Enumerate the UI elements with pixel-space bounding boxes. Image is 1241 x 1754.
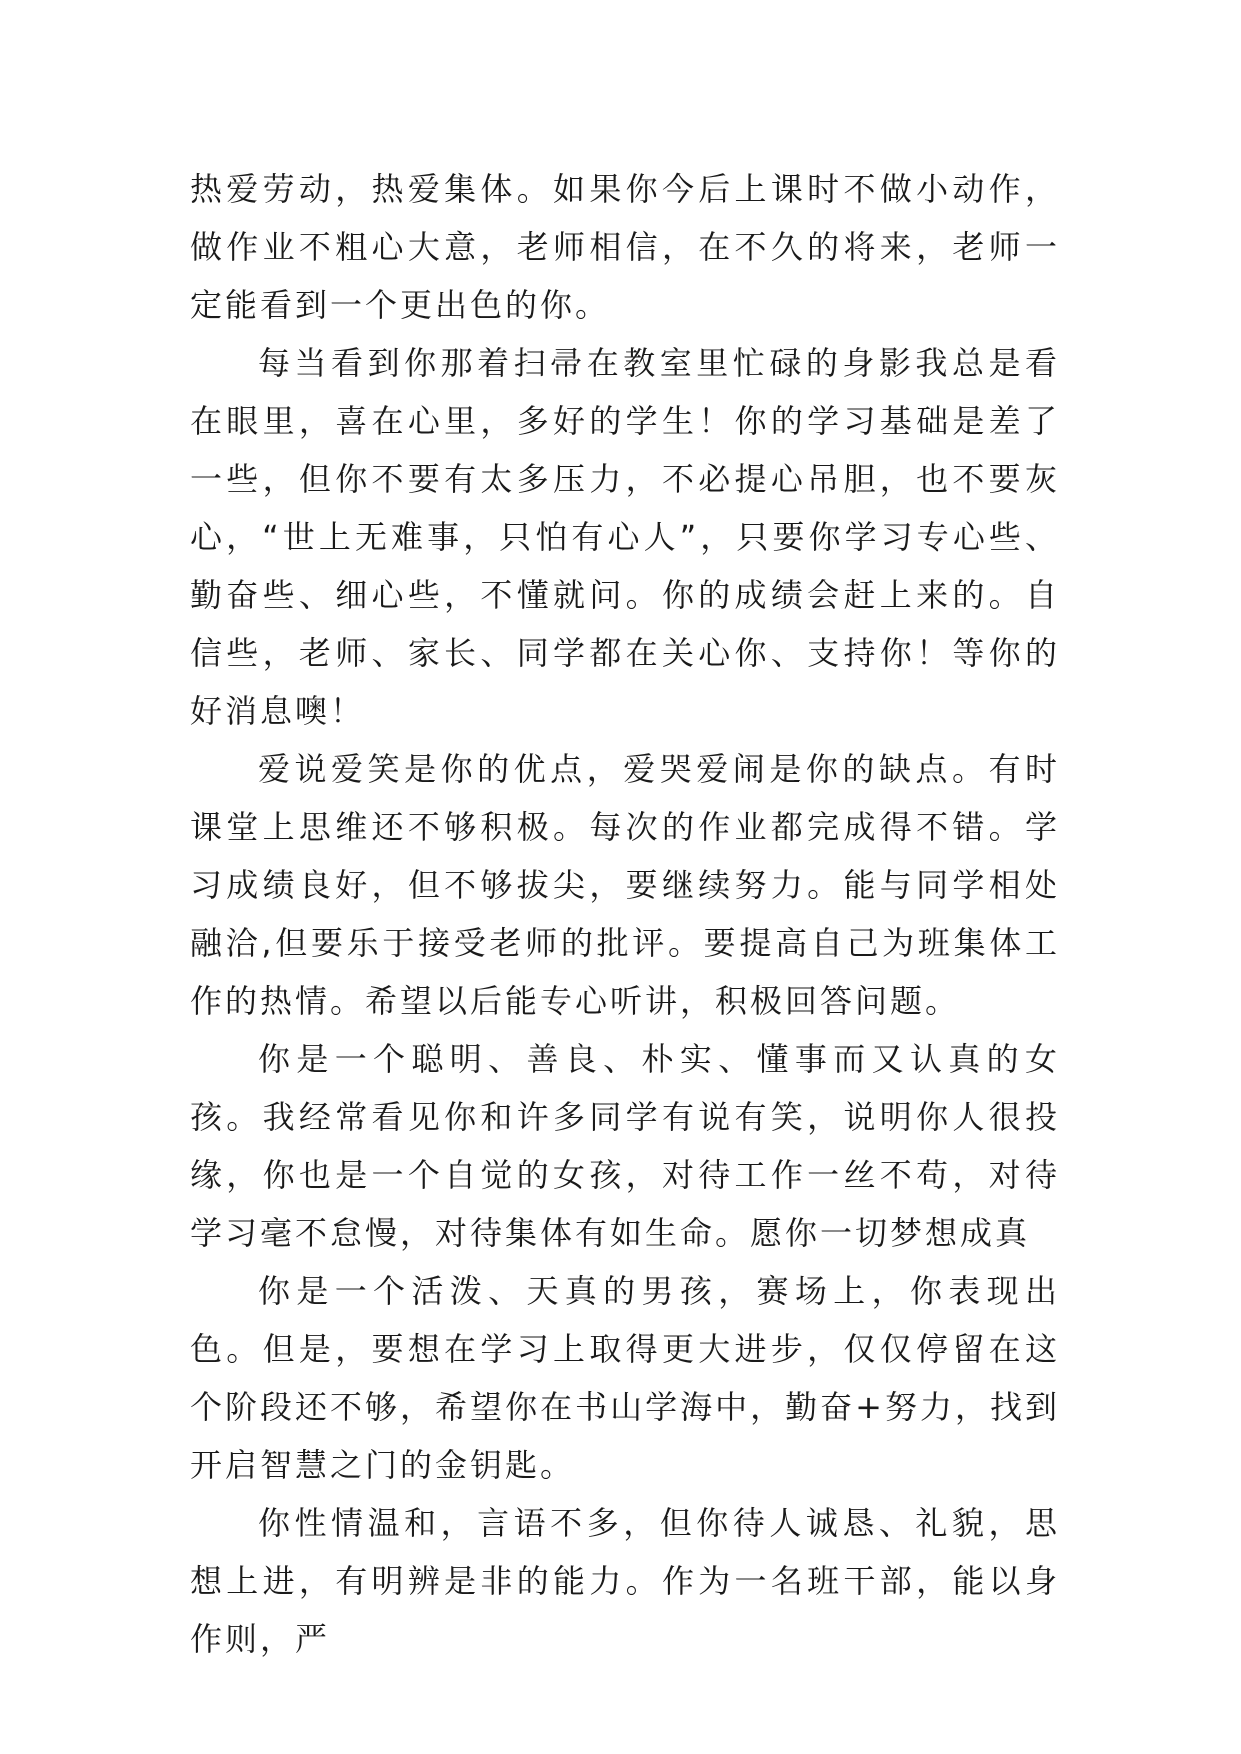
- document-body: [190, 160, 1060, 1668]
- paragraph-4: 你是一个聪明、善良、朴实、懂事而又认真的女孩。我经常看见你和许多同学有说有笑，说明你人很投缘，你也是一个自觉的女孩，对待工作一丝不苟，对待学习毫不怠慢，对待集体有如生命。愿你一切梦想成真: [190, 1040, 1060, 1252]
- paragraph-5: 你是一个活泼、天真的男孩，赛场上，你表现出色。但是，要想在学习上取得更大进步，仅仅停留在这个阶段还不够，希望你在书山学海中，勤奋+努力，找到开启智慧之门的金钥匙。: [190, 1272, 1060, 1484]
- paragraph-3: 爱说爱笑是你的优点，爱哭爱闹是你的缺点。有时课堂上思维还不够积极。每次的作业都完成得不错。学习成绩良好，但不够拔尖，要继续努力。能与同学相处融洽,但要乐于接受老师的批评。要提高自己为班集体工作的热情。希望以后能专心听讲，积极回答问题。: [190, 750, 1060, 1020]
- paragraph-6: 你性情温和，言语不多，但你待人诚恳、礼貌，思想上进，有明辨是非的能力。作为一名班干部，能以身作则，严: [190, 1504, 1060, 1658]
- paragraph-2: 每当看到你那着扫帚在教室里忙碌的身影我总是看在眼里，喜在心里，多好的学生！你的学习基础是差了一些，但你不要有太多压力，不必提心吊胆，也不要灰心，“世上无难事，只怕有心人”，只要你学习专心些、勤奋些、细心些，不懂就问。你的成绩会赶上来的。自信些，老师、家长、同学都在关心你、支持你！等你的好消息噢！: [190, 344, 1060, 730]
- paragraph-1: 热爱劳动，热爱集体。如果你今后上课时不做小动作，做作业不粗心大意，老师相信，在不久的将来，老师一定能看到一个更出色的你。: [190, 170, 1060, 324]
